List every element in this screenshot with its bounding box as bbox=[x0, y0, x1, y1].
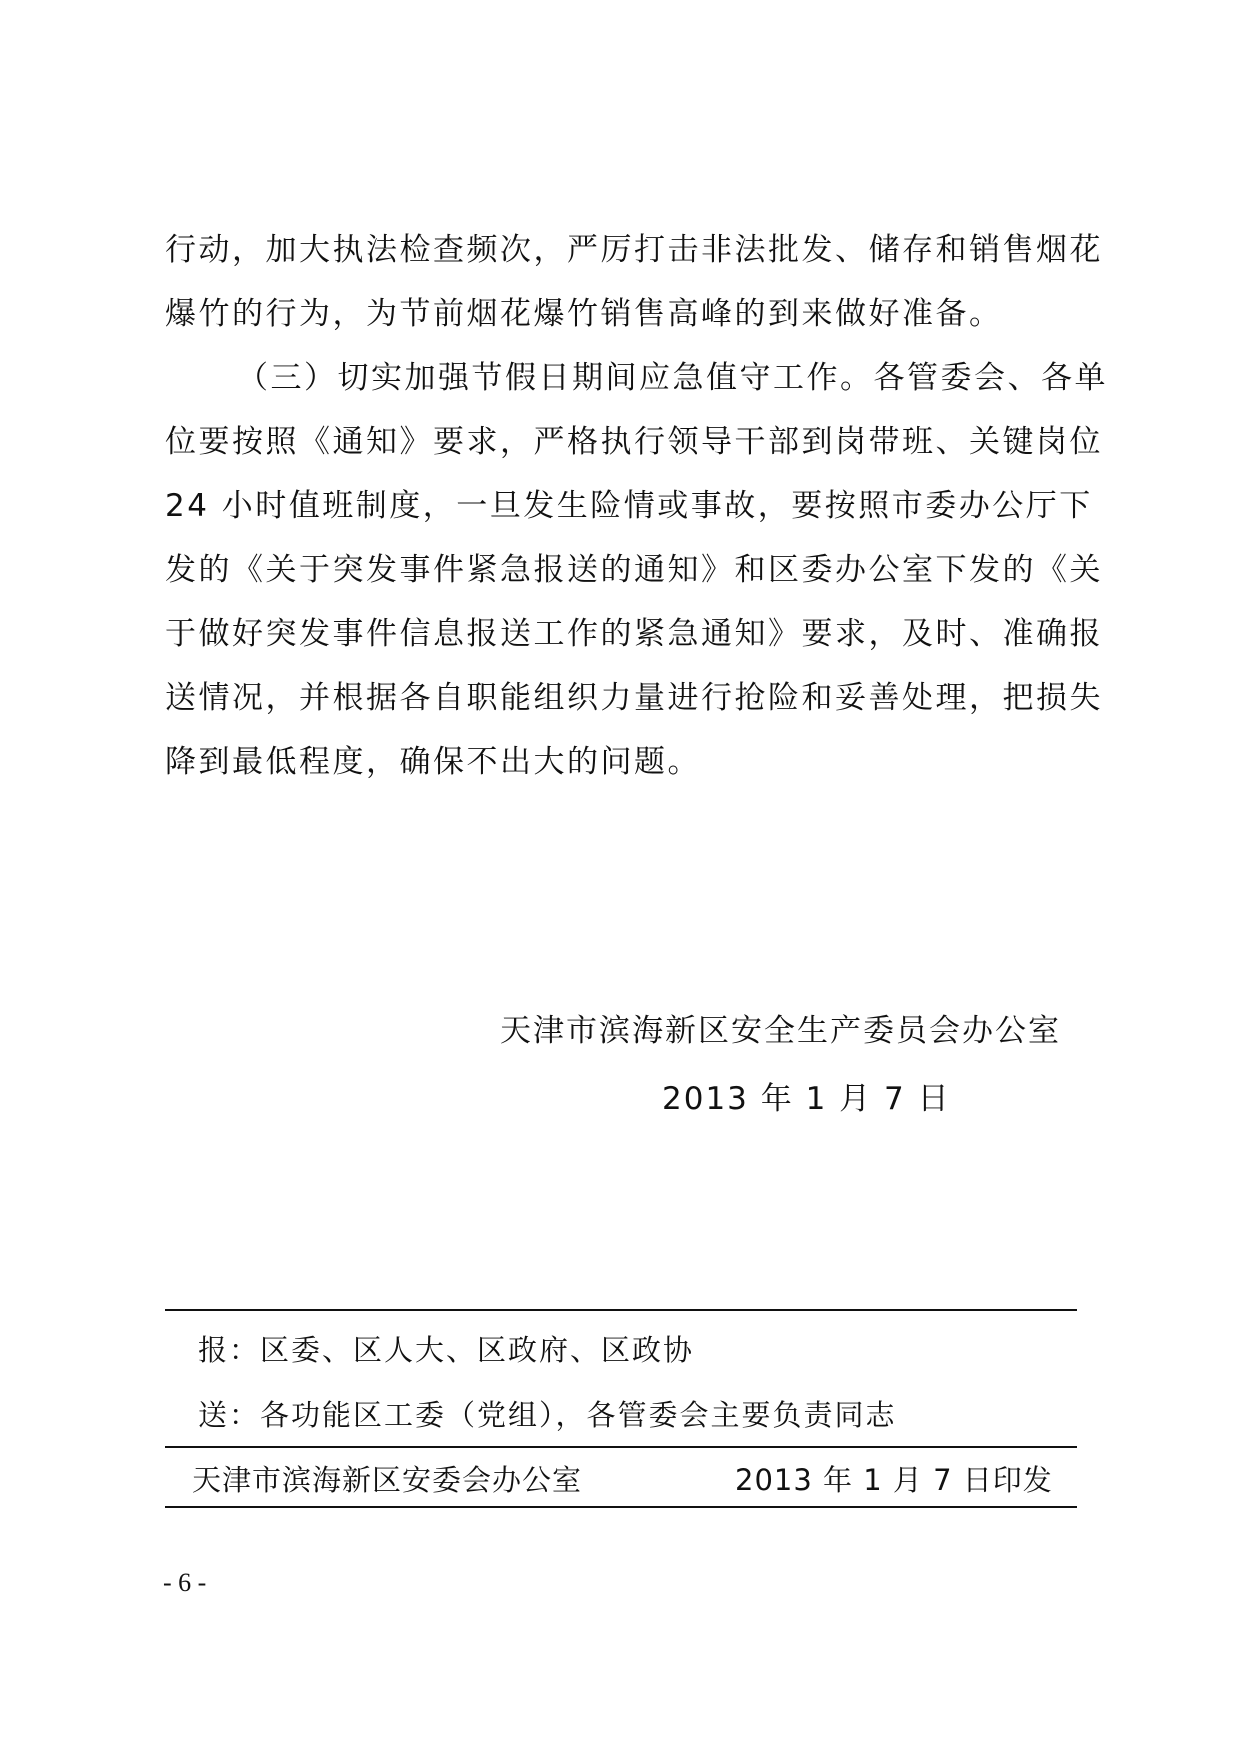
page-number: - 6 - bbox=[163, 1568, 207, 1597]
body-line-2: 爆竹的行为，为节前烟花爆竹销售高峰的到来做好准备。 bbox=[165, 296, 1003, 332]
body-line-6: 发的《关于突发事件紧急报送的通知》和区委办公室下发的《关 bbox=[165, 552, 1103, 588]
issuer: 天津市滨海新区安委会办公室 bbox=[192, 1463, 583, 1497]
body-line-9: 降到最低程度，确保不出大的问题。 bbox=[165, 744, 701, 780]
signature-date: 2013 年 1 月 7 日 bbox=[662, 1081, 951, 1117]
body-line-5: 24 小时值班制度，一旦发生险情或事故，要按照市委办公厅下 bbox=[165, 488, 1093, 524]
divider-bottom bbox=[165, 1506, 1077, 1508]
divider-middle bbox=[165, 1446, 1077, 1448]
report-to: 报：区委、区人大、区政府、区政协 bbox=[198, 1333, 695, 1367]
body-line-8: 送情况，并根据各自职能组织力量进行抢险和妥善处理，把损失 bbox=[165, 680, 1103, 716]
body-line-7: 于做好突发事件信息报送工作的紧急通知》要求，及时、准确报 bbox=[165, 616, 1103, 652]
signature-org: 天津市滨海新区安全生产委员会办公室 bbox=[500, 1013, 1061, 1049]
issue-date: 2013 年 1 月 7 日印发 bbox=[735, 1463, 1053, 1497]
body-text bbox=[165, 218, 1108, 794]
body-line-1: 行动，加大执法检查频次，严厉打击非法批发、储存和销售烟花 bbox=[165, 232, 1103, 268]
send-to: 送：各功能区工委（党组），各管委会主要负责同志 bbox=[198, 1398, 897, 1432]
body-line-4: 位要按照《通知》要求，严格执行领导干部到岗带班、关键岗位 bbox=[165, 424, 1103, 460]
body-line-3: （三）切实加强节假日期间应急值守工作。各管委会、各单 bbox=[237, 360, 1108, 396]
divider-top bbox=[165, 1309, 1077, 1311]
